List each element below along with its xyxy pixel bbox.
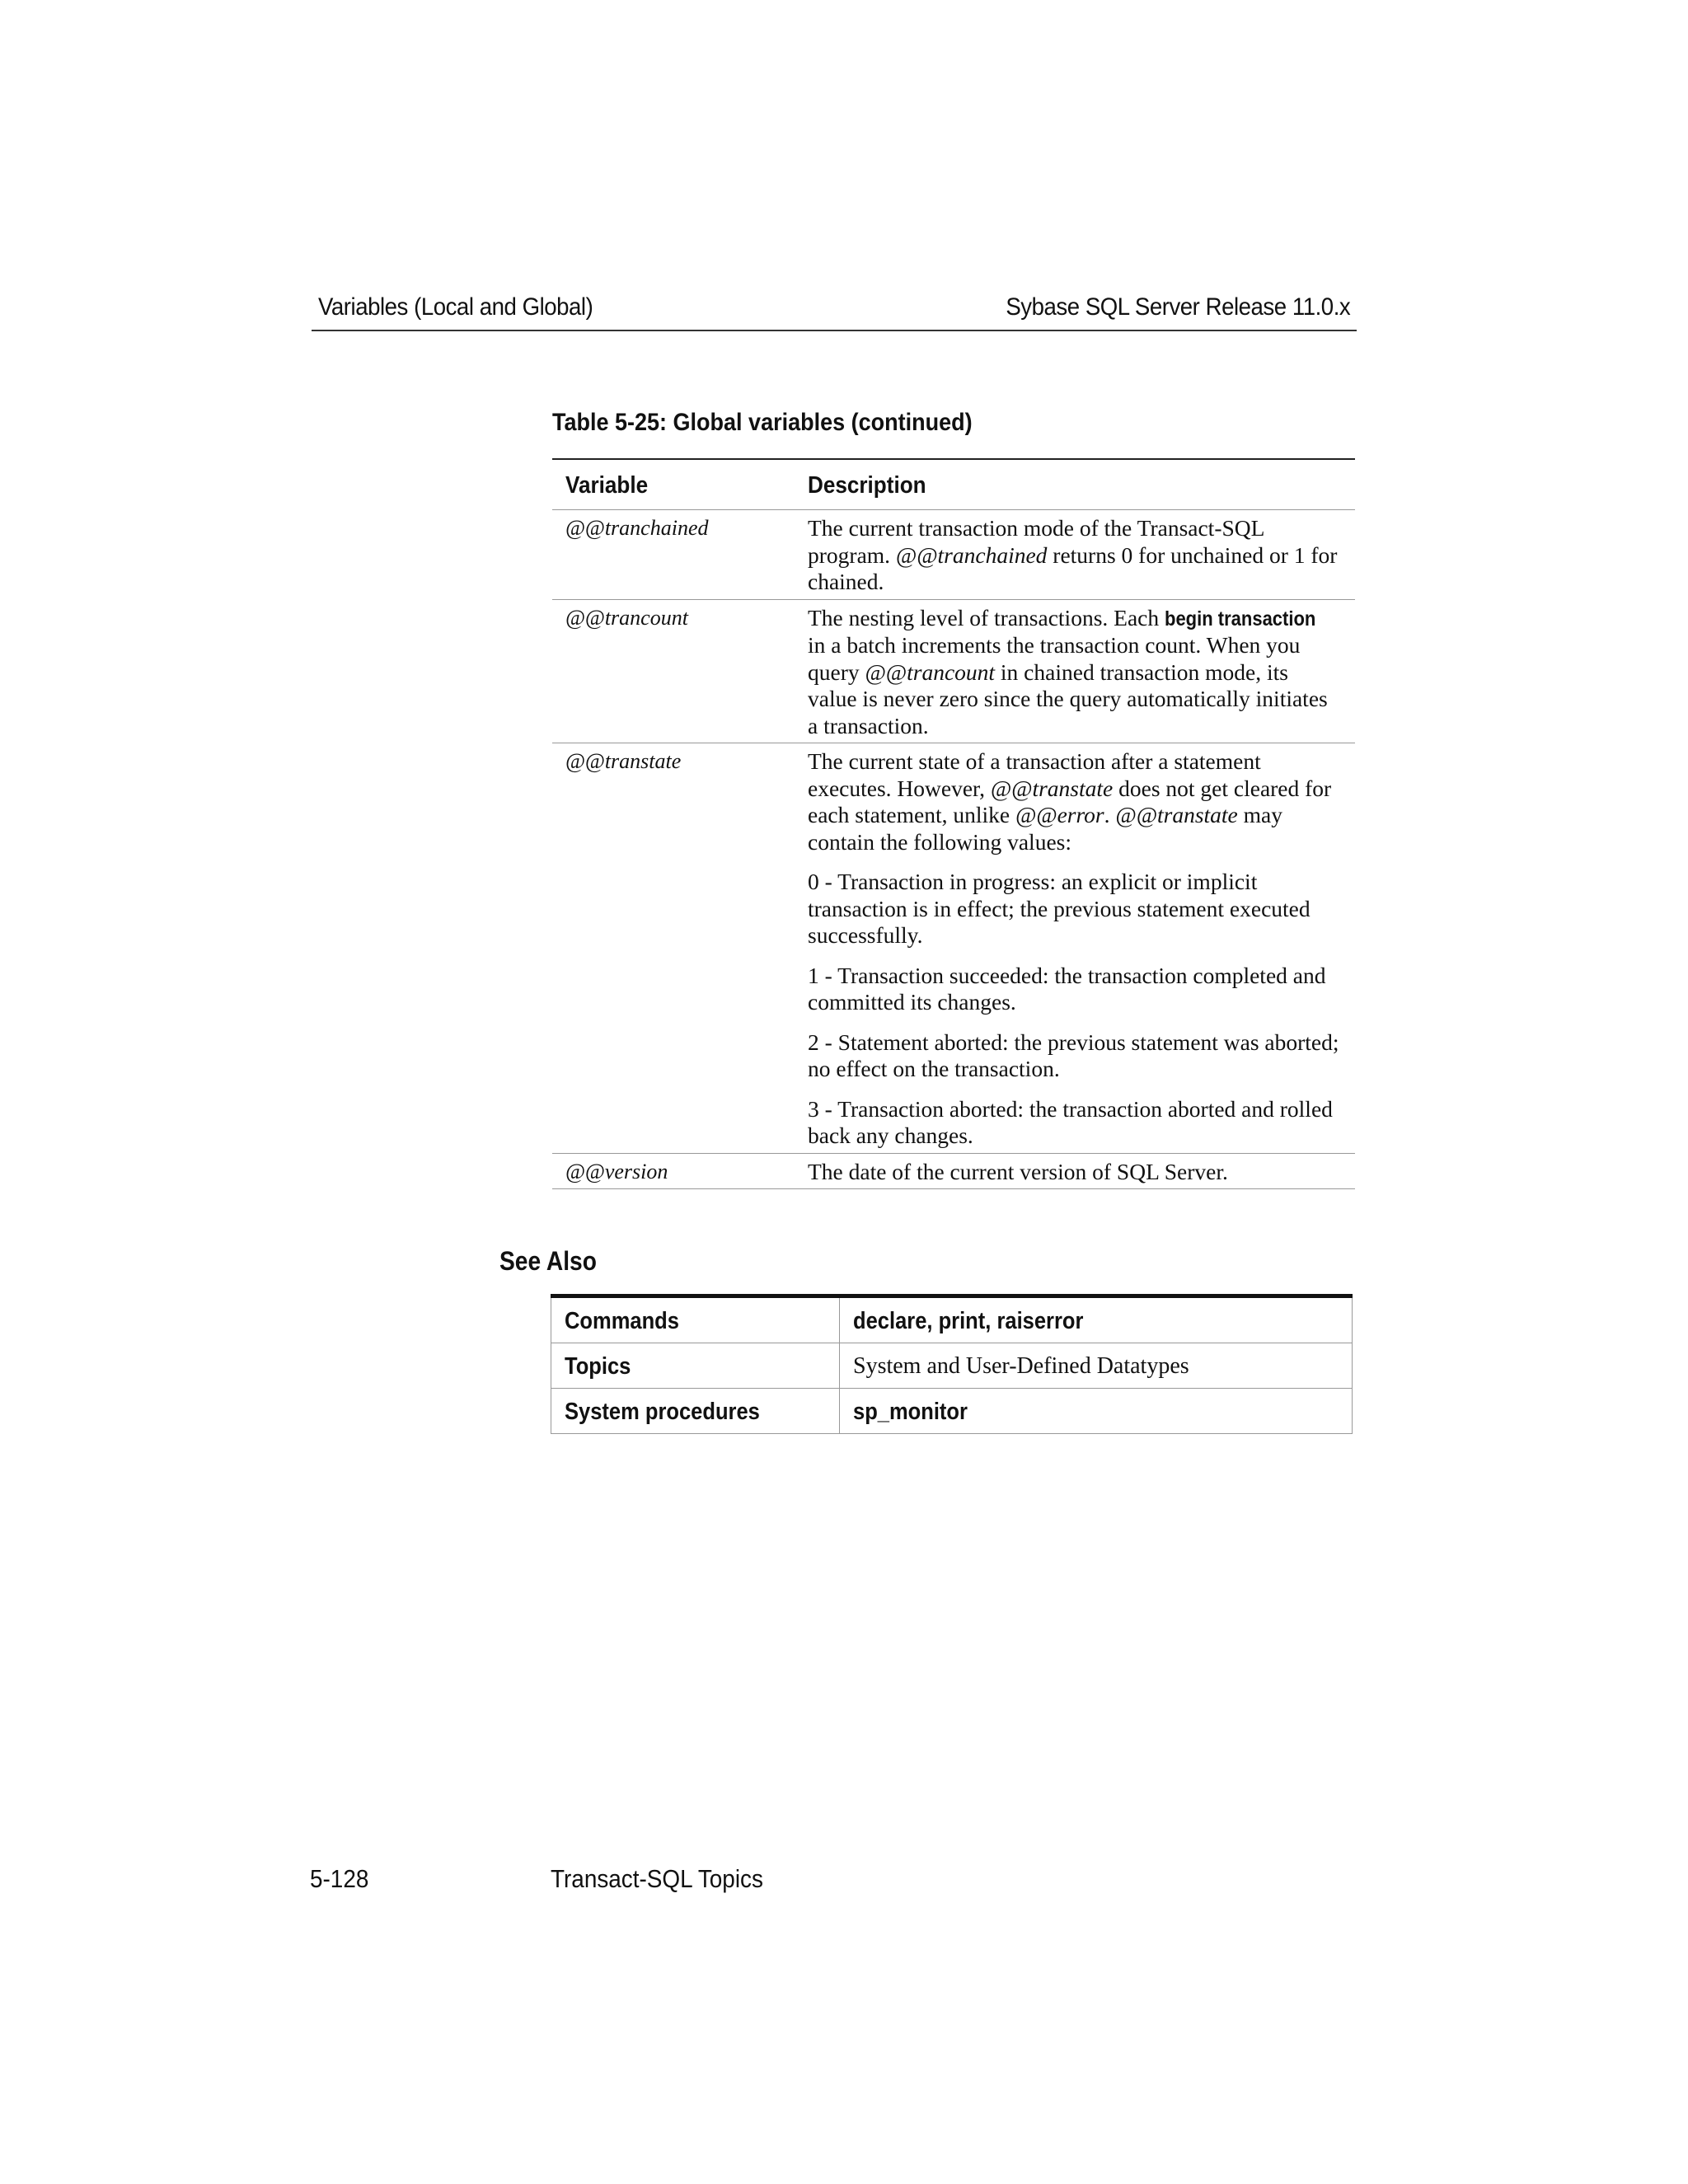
variable-name: @@version: [552, 1153, 795, 1189]
running-header: [312, 287, 1357, 331]
see-also-label-system-procedures: System procedures: [551, 1389, 840, 1434]
description-paragraph: The current transaction mode of the Transact-SQL program. @@tranchained returns 0 for unchained or 1 for chained.: [808, 515, 1338, 594]
column-header-description: Description: [795, 459, 1355, 510]
footer-page-number: 5-128: [310, 1864, 369, 1893]
variable-name: @@tranchained: [552, 510, 795, 600]
table-row: [552, 599, 1355, 743]
keyword-begin-transaction: begin transaction: [1164, 607, 1316, 630]
column-header-variable: Variable: [552, 459, 795, 510]
variable-name: @@trancount: [552, 599, 795, 743]
description-paragraph: The nesting level of transactions. Each begin transaction in a batch increments the transaction count. When you query @@trancount in chained transaction mode, its value is never zero since the query automatically initiates a transaction.: [808, 604, 1328, 738]
table-header-row: [552, 459, 1355, 510]
table-row: [552, 1153, 1355, 1189]
see-also-value-system-procedures: sp_monitor: [840, 1389, 1353, 1434]
see-also-label-commands: Commands: [551, 1296, 840, 1343]
variable-description: [795, 743, 1355, 1154]
table-row: [552, 743, 1355, 1154]
transtate-value-1: 1 - Transaction succeeded: the transaction completed and committed its changes.: [808, 962, 1326, 1015]
see-also-value-topics: System and User-Defined Datatypes: [840, 1343, 1353, 1389]
see-also-label-topics: Topics: [551, 1343, 840, 1389]
header-product-release: Sybase SQL Server Release 11.0.x: [1006, 293, 1350, 321]
see-also-heading: See Also: [499, 1246, 597, 1276]
see-also-row: [551, 1296, 1353, 1343]
variable-description: [795, 510, 1355, 600]
see-also-row: [551, 1343, 1353, 1389]
see-also-row: [551, 1389, 1353, 1434]
see-also-table: [551, 1294, 1353, 1434]
description-paragraph: The current state of a transaction after a statement executes. However, @@transtate does not get cleared for each statement, unlike @@error. @@transtate may contain the following values:: [808, 748, 1332, 855]
header-section-title: Variables (Local and Global): [318, 293, 593, 321]
see-also-value-commands: declare, print, raiserror: [840, 1296, 1353, 1343]
variable-name: @@transtate: [552, 743, 795, 1154]
table-caption: Table 5-25: Global variables (continued): [552, 409, 973, 436]
description-paragraph: The date of the current version of SQL Server.: [808, 1158, 1228, 1184]
footer-book-title: Transact-SQL Topics: [551, 1864, 763, 1893]
variable-description: [795, 599, 1355, 743]
global-variables-table: [552, 458, 1355, 1189]
transtate-value-2: 2 - Statement aborted: the previous statement was aborted; no effect on the transaction.: [808, 1029, 1339, 1081]
table-row: [552, 510, 1355, 600]
transtate-value-0: 0 - Transaction in progress: an explicit or implicit transaction is in effect; the previous statement executed successfully.: [808, 869, 1311, 948]
transtate-value-3: 3 - Transaction aborted: the transaction aborted and rolled back any changes.: [808, 1095, 1333, 1148]
variable-description: [795, 1153, 1355, 1189]
